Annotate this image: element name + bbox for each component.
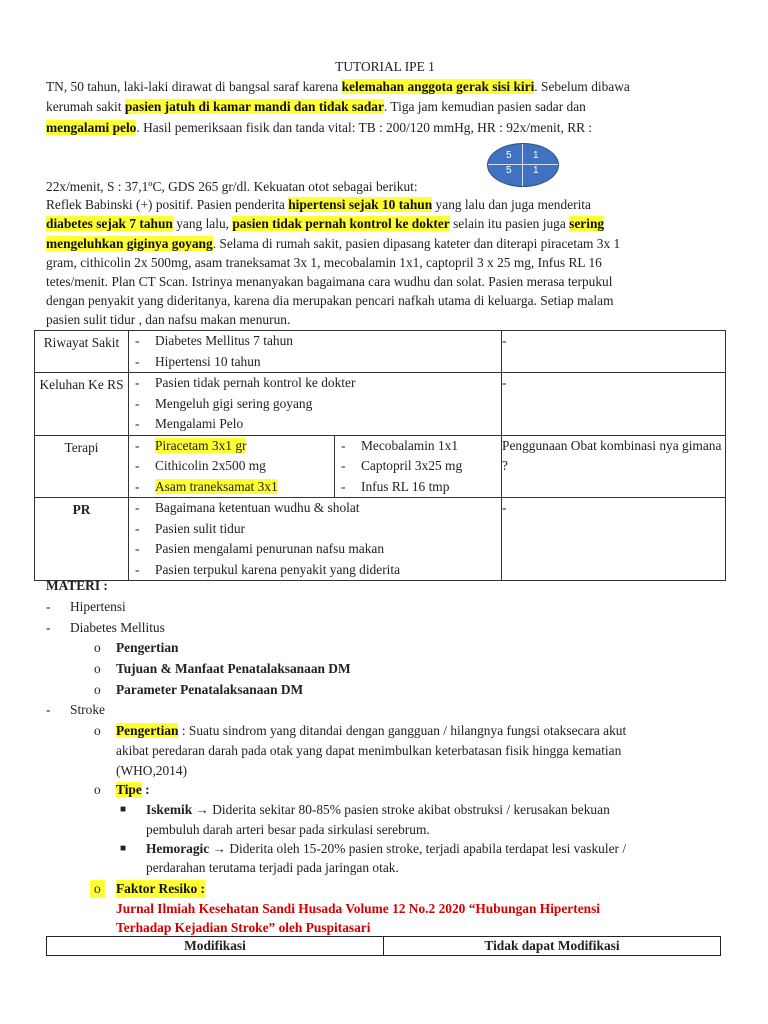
case-line-6: diabetes sejak 7 tahun yang lalu, pasien tidak pernah kontrol ke dokter selain itu pasien juga sering: [46, 216, 605, 231]
list-item: - Pasien sulit tidur: [129, 519, 501, 540]
tipe-iskemik-line2: pembuluh darah arteri besar pada sirkulasi serebrum.: [146, 822, 430, 837]
keluhan-note: -: [502, 373, 726, 436]
highlight-hipertensi: hipertensi sejak 10 tahun: [288, 197, 433, 212]
highlight-sering: sering: [569, 216, 605, 231]
riwayat-label: Riwayat Sakit: [35, 331, 129, 373]
column-header-tidak-modifikasi: Tidak dapat Modifikasi: [384, 937, 721, 956]
highlight-kontrol: pasien tidak pernah kontrol ke dokter: [232, 216, 450, 231]
case-line-3: mengalami pelo. Hasil pemeriksaan fisik dan tanda vital: TB : 200/120 mmHg, HR : 92x/menit, RR :: [46, 120, 593, 135]
document-title: TUTORIAL IPE 1: [335, 59, 435, 74]
list-item: - Diabetes Mellitus 7 tahun: [129, 331, 501, 352]
list-item: - Infus RL 16 tmp: [335, 477, 501, 498]
list-item: - Mengeluh gigi sering goyang: [129, 394, 501, 415]
case-line-5: Reflek Babinski (+) positif. Pasien penderita hipertensi sejak 10 tahun yang lalu dan juga menderita: [46, 197, 591, 212]
case-table: [34, 330, 726, 581]
highlight-weakness: kelemahan anggota gerak sisi kiri: [341, 79, 535, 94]
list-item: - Bagaimana ketentuan wudhu & sholat: [129, 498, 501, 519]
case-line-7: mengeluhkan giginya goyang. Selama di rumah sakit, pasien dipasang kateter dan diterapi piracetam 3x 1: [46, 236, 621, 251]
strength-bottom-left: 5: [506, 165, 512, 176]
table-row-pr: [35, 498, 726, 581]
materi-heading: MATERI :: [46, 578, 108, 593]
terapi-note: Penggunaan Obat kombinasi nya gimana ?: [502, 435, 726, 498]
arrow-right-icon: →: [195, 802, 209, 817]
strength-top-right: 1: [533, 150, 539, 161]
list-item: - Pasien mengalami penurunan nafsu makan: [129, 539, 501, 560]
jurnal-reference-line1: Jurnal Ilmiah Kesehatan Sandi Husada Volume 12 No.2 2020 “Hubungan Hipertensi: [116, 901, 601, 916]
terapi-label: Terapi: [35, 435, 129, 498]
jurnal-reference-line2: Terhadap Kejadian Stroke” oleh Puspitasari: [116, 920, 371, 935]
pr-note: -: [502, 498, 726, 581]
stroke-pengertian-line2: akibat peredaran darah pada otak yang dapat menimbulkan keterbatasan fisik hingga kematian: [116, 743, 622, 758]
list-item: - Cithicolin 2x500 mg: [129, 456, 334, 477]
column-header-modifikasi: Modifikasi: [47, 937, 384, 956]
case-line-11: pasien sulit tidur , dan nafsu makan menurun.: [46, 312, 291, 327]
table-row-riwayat: [35, 331, 726, 373]
list-item: - Asam traneksamat 3x1: [129, 477, 334, 498]
list-item: - Captopril 3x25 mg: [335, 456, 501, 477]
list-item: - Hipertensi 10 tahun: [129, 352, 501, 373]
strength-bottom-right: 1: [533, 165, 539, 176]
table-row: [47, 937, 721, 956]
square-bullet-icon: ■: [120, 843, 127, 854]
table-row-keluhan: [35, 373, 726, 436]
case-line-4: 22x/menit, S : 37,1ºC, GDS 265 gr/dl. Kekuatan otot sebagai berikut:: [46, 179, 418, 194]
highlight-gigi: mengeluhkan giginya goyang: [46, 236, 213, 251]
case-line-10: dengan penyakit yang dideritanya, karena dia merupakan pencari nafkah utama di keluarga. Setiap malam: [46, 293, 614, 308]
case-line-2: kerumah sakit pasien jatuh di kamar mandi dan tidak sadar. Tiga jam kemudian pasien sadar dan: [46, 99, 586, 114]
case-line-9: tetes/menit. Plan CT Scan. Istrinya menanyakan bagaimana cara wudhu dan solat. Pasien merasa terpukul: [46, 274, 613, 289]
arrow-right-icon: →: [212, 841, 226, 856]
list-item: - Mecobalamin 1x1: [335, 436, 501, 457]
list-item: - Mengalami Pelo: [129, 414, 501, 435]
list-item: - Pasien tidak pernah kontrol ke dokter: [129, 373, 501, 394]
strength-top-left: 5: [506, 150, 512, 161]
highlight-diabetes: diabetes sejak 7 tahun: [46, 216, 173, 231]
stroke-pengertian-line3: (WHO,2014): [116, 763, 188, 778]
riwayat-note: -: [502, 331, 726, 373]
square-bullet-icon: ■: [120, 804, 127, 815]
case-line-1: TN, 50 tahun, laki-laki dirawat di bangsal saraf karena kelemahan anggota gerak sisi kiri. Sebelum dibawa: [46, 79, 630, 94]
list-item: - Pasien terpukul karena penyakit yang diderita: [129, 560, 501, 581]
muscle-strength-diagram: [487, 143, 559, 187]
highlight-pelo: mengalami pelo: [46, 120, 137, 135]
case-line-8: gram, cithicolin 2x 500mg, asam traneksamat 3x 1, mecobalamin 1x1, captopril 3 x 25 mg, Infus RL 16: [46, 255, 602, 270]
pr-label: PR: [35, 498, 129, 581]
tipe-hemoragic-line2: perdarahan terutama terjadi pada jaringan otak.: [146, 860, 399, 875]
table-row-terapi: [35, 435, 726, 498]
faktor-resiko-table: [46, 936, 721, 956]
list-item: - Piracetam 3x1 gr: [129, 436, 334, 457]
highlight-fall: pasien jatuh di kamar mandi dan tidak sadar: [124, 99, 384, 114]
keluhan-label: Keluhan Ke RS: [35, 373, 129, 436]
